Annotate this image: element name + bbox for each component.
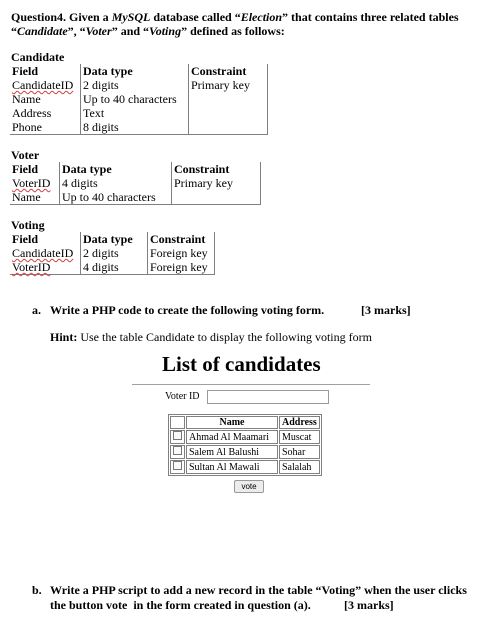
question-line-2: “Candidate”, “Voter” and “Voting” defined as follows: [11, 24, 285, 38]
part-b-label: b. [32, 583, 42, 597]
part-a-text: Write a PHP code to create the following voting form. [50, 303, 325, 317]
voter-table [10, 162, 261, 205]
candidate-table-title: Candidate [11, 50, 65, 64]
table-header-row: Field Data type Constraint [10, 232, 215, 246]
part-a-label: a. [32, 303, 41, 317]
table-row: Name Up to 40 characters [10, 190, 261, 205]
part-b-marks: [3 marks] [344, 598, 394, 612]
candidates-table [168, 414, 322, 476]
table-row: CandidateID 2 digits Primary key [10, 78, 268, 92]
table-row: VoterID 4 digits Foreign key [10, 260, 215, 275]
part-b-line-1: Write a PHP script to add a new record in the table “Voting” when the user clicks [50, 583, 467, 597]
part-a-marks: [3 marks] [361, 303, 411, 317]
form-title: List of candidates [162, 352, 321, 376]
table-header-row: Field Data type Constraint [10, 162, 261, 176]
part-b-line-2: the button vote in the form created in question (a). [50, 598, 311, 612]
table-row: Sultan Al Mawali Salalah [170, 460, 320, 474]
voting-table-title: Voting [11, 218, 45, 232]
checkbox-header-cell [170, 416, 185, 429]
table-row: VoterID 4 digits Primary key [10, 176, 261, 190]
table-row: Name Up to 40 characters [10, 92, 268, 106]
voting-table [10, 232, 215, 275]
candidate-table [10, 64, 268, 135]
form-divider [132, 384, 370, 385]
vote-button[interactable]: vote [234, 480, 264, 493]
table-header-row: Field Data type Constraint [10, 64, 268, 78]
candidate-checkbox[interactable] [173, 461, 182, 470]
table-row: CandidateID 2 digits Foreign key [10, 246, 215, 260]
voter-id-label: Voter ID [165, 391, 200, 402]
question-heading [11, 10, 491, 38]
voter-table-title: Voter [11, 148, 40, 162]
question-line-1: Question4. Given a MySQL database called “Election” that contains three related tables [11, 10, 459, 24]
candidate-checkbox[interactable] [173, 446, 182, 455]
table-row: Salem Al Balushi Sohar [170, 445, 320, 459]
part-a-hint: Hint: Use the table Candidate to display the following voting form [50, 330, 372, 344]
table-row: Ahmad Al Maamari Muscat [170, 430, 320, 444]
voter-id-input[interactable] [207, 390, 329, 404]
table-row: Phone 8 digits [10, 120, 268, 135]
candidate-checkbox[interactable] [173, 431, 182, 440]
table-header-row: Name Address [170, 416, 320, 429]
table-row: Address Text [10, 106, 268, 120]
